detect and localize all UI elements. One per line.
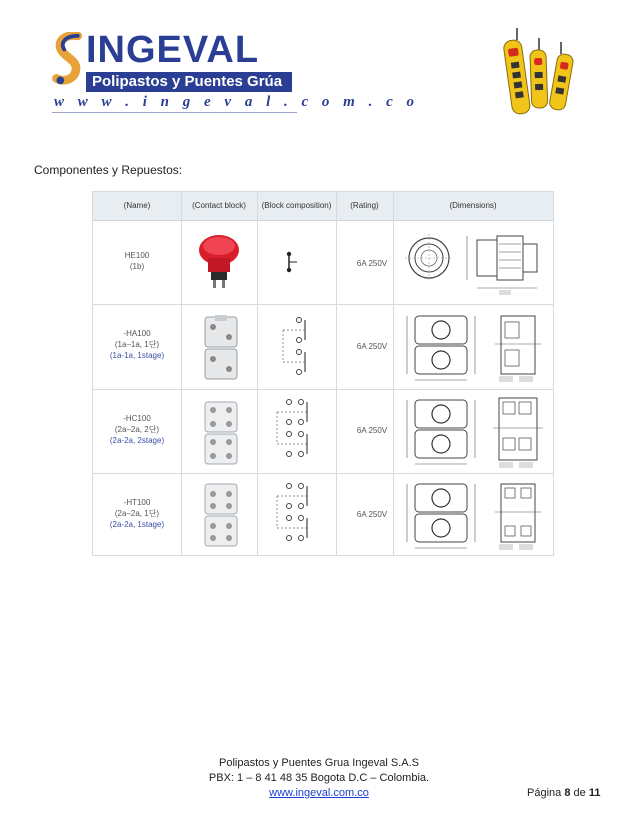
column-divider	[393, 192, 394, 555]
rating-value: 6A 250V	[356, 342, 388, 351]
table-header	[93, 192, 553, 221]
section-title: Componentes y Repuestos:	[34, 163, 183, 177]
components-table	[92, 191, 554, 556]
dimension-drawing-icon	[395, 394, 551, 470]
model-code: HE100	[124, 251, 150, 260]
contact-block-icon	[201, 315, 241, 381]
table-row-name	[93, 413, 181, 446]
brand-url: w w w . i n g e v a l . c o m . c o	[54, 94, 419, 110]
column-divider	[336, 192, 337, 555]
model-spec: (2a–2a, 2단)	[114, 425, 160, 434]
footer-phone: PBX: 1 – 8 41 48 35 Bogota D.C – Colombia.	[208, 772, 430, 784]
dimension-drawing-icon	[395, 230, 551, 300]
current-page: 8	[564, 787, 571, 799]
total-pages: 11	[588, 787, 601, 799]
footer-company: Polipastos y Puentes Grua Ingeval S.A.S	[219, 757, 419, 769]
footer-website-link[interactable]: www.ingeval.com.co	[269, 787, 369, 799]
pendant-controls-photo-icon	[495, 28, 580, 120]
header-dimensions: (Dimensions)	[449, 201, 497, 210]
model-spec-en: (2a-2a, 1stage)	[109, 520, 165, 529]
row-divider	[93, 389, 553, 390]
contact-block-icon	[201, 482, 241, 548]
dimension-drawing-icon	[395, 478, 551, 554]
table-row-name	[93, 497, 181, 530]
model-spec-en: (1a-1a, 1stage)	[109, 351, 165, 360]
table-row-name	[93, 328, 181, 361]
rating-value: 6A 250V	[356, 510, 388, 519]
model-spec-en: (2a-2a, 2stage)	[109, 436, 165, 445]
dimension-drawing-icon	[395, 310, 551, 386]
emergency-stop-button-icon	[193, 232, 245, 292]
rating-value: 6A 250V	[356, 426, 388, 435]
row-divider	[93, 473, 553, 474]
column-divider	[181, 192, 182, 555]
header-contact-block: (Contact block)	[192, 201, 246, 210]
nc-contact-symbol-icon	[283, 250, 303, 274]
model-spec: (1b)	[129, 262, 145, 271]
block-composition-diagram-icon	[269, 480, 323, 552]
table-row-name	[93, 250, 181, 272]
contact-block-icon	[201, 400, 241, 466]
logo-divider	[52, 112, 297, 113]
row-divider	[93, 304, 553, 305]
rating-value: 6A 250V	[356, 259, 388, 268]
header-rating: (Rating)	[350, 201, 379, 210]
brand-name: INGEVAL	[86, 29, 260, 71]
page-number	[527, 786, 600, 801]
header-block-composition: (Block composition)	[261, 201, 332, 210]
ingeval-s-logo-icon	[52, 32, 86, 90]
model-code: -HT100	[123, 498, 151, 507]
company-logo	[52, 29, 419, 112]
of-label: de	[573, 787, 586, 799]
block-composition-diagram-icon	[269, 396, 323, 468]
model-spec: (1a–1a, 1단)	[114, 340, 160, 349]
brand-tagline: Polipastos y Puentes Grúa	[92, 73, 283, 90]
page-label: Página	[527, 787, 562, 799]
model-code: -HC100	[123, 414, 151, 423]
model-spec: (2a–2a, 1단)	[114, 509, 160, 518]
block-composition-diagram-icon	[273, 312, 321, 382]
header-name: (Name)	[123, 201, 151, 210]
column-divider	[257, 192, 258, 555]
model-code: -HA100	[123, 329, 151, 338]
